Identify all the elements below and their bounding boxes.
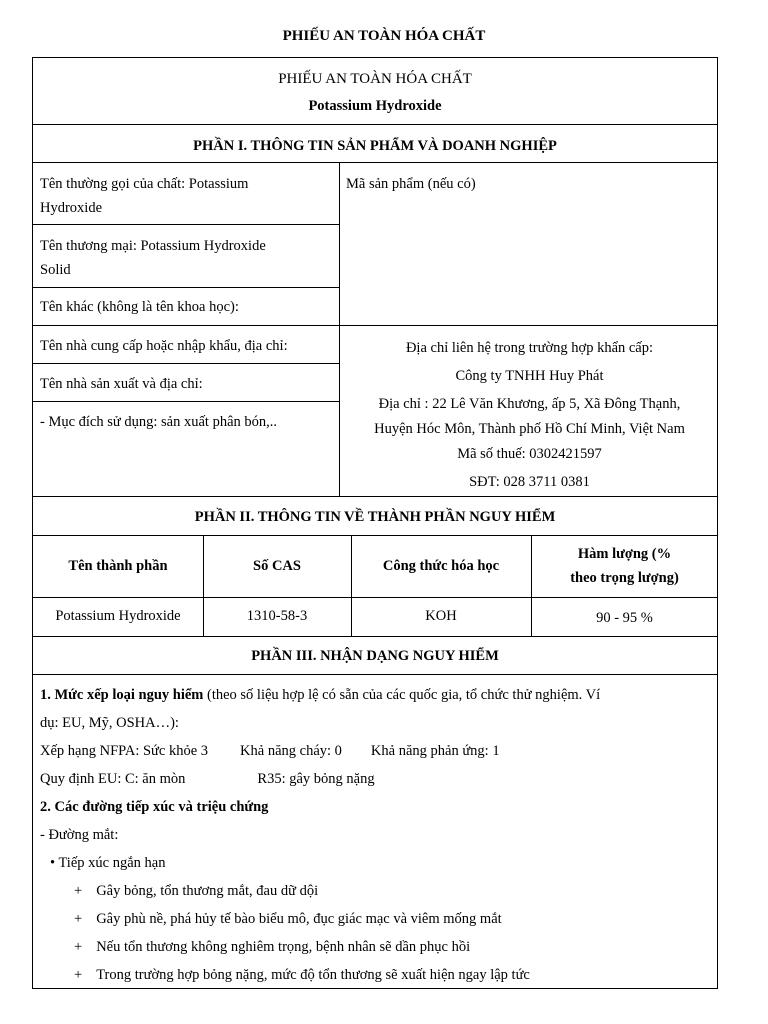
cell-formula: KOH (425, 608, 457, 624)
symptom-item: + Nếu tổn thương không nghiêm trọng, bệnh nhân sẽ dần phục hồi (74, 939, 471, 955)
divider (33, 597, 717, 598)
divider (33, 674, 717, 675)
nfpa-rating: Xếp hạng NFPA: Sức khỏe 3 Khả năng cháy: 0 Khả năng phản ứng: 1 (40, 743, 500, 759)
emergency-contact (340, 334, 719, 496)
header-cas: Số CAS (253, 558, 301, 574)
divider (33, 325, 717, 326)
section1-title: PHẦN I. THÔNG TIN SẢN PHẨM VÀ DOANH NGHIỆP (193, 138, 557, 154)
emergency-label: Địa chỉ liên hệ trong trường hợp khẩn cấp: (405, 340, 654, 356)
plus-icon: + (74, 967, 83, 983)
divider (33, 363, 339, 364)
cell-component-name: Potassium Hydroxide (55, 608, 181, 624)
product-name: Potassium Hydroxide (308, 98, 442, 114)
plus-icon: + (74, 911, 83, 927)
document-title: PHIẾU AN TOÀN HÓA CHẤT (282, 28, 486, 44)
supplier-label: Tên nhà cung cấp hoặc nhập khẩu, địa chỉ: (40, 338, 288, 354)
header-content: Hàm lượng (% theo trọng lượng) (570, 546, 679, 586)
exposure-heading: 2. Các đường tiếp xúc và triệu chứng (40, 799, 269, 815)
hazard-intro: (theo số liệu hợp lệ có sẵn của các quốc gia, tổ chức thử nghiệm. Ví (203, 687, 601, 703)
eu-regulation: Quy định EU: C: ăn mòn R35: gây bỏng nặng (40, 771, 375, 787)
header-formula: Công thức hóa học (382, 558, 500, 574)
cell-cas: 1310-58-3 (246, 608, 308, 624)
hazard-heading: 1. Mức xếp loại nguy hiểm (40, 687, 204, 703)
common-name-label: Tên thường gọi của chất: Potassium Hydroxide (40, 176, 249, 216)
msds-sheet (32, 57, 718, 989)
purpose-label: - Mục đích sử dụng: sản xuất phân bón,.. (40, 414, 278, 430)
plus-icon: + (74, 939, 83, 955)
symptom-item: + Gây bỏng, tổn thương mắt, đau dữ dội (74, 883, 319, 899)
symptom-item: + Trong trường hợp bỏng nặng, mức độ tổn thương sẽ xuất hiện ngay lập tức (74, 967, 530, 983)
divider (33, 535, 717, 536)
tax-code: Mã số thuế: 0302421597 (457, 446, 602, 462)
cell-content: 90 - 95 % (596, 610, 653, 626)
company-name: Công ty TNHH Huy Phát (455, 368, 604, 384)
short-term-exposure: • Tiếp xúc ngắn hạn (50, 855, 166, 871)
manufacturer-label: Tên nhà sản xuất và địa chỉ: (40, 376, 203, 392)
section3-title: PHẦN III. NHẬN DẠNG NGUY HIỂM (251, 648, 499, 664)
symptom-item: + Gây phù nề, phá hủy tế bào biểu mô, đục giác mạc và viêm mống mắt (74, 911, 502, 927)
divider (33, 636, 717, 637)
address-line-2: Huyện Hóc Môn, Thành phố Hồ Chí Minh, Việt Nam (374, 421, 685, 437)
plus-icon: + (74, 883, 83, 899)
header-title: PHIẾU AN TOÀN HÓA CHẤT (278, 71, 472, 87)
divider (33, 124, 717, 125)
hazard-classification (40, 681, 710, 989)
eye-route: - Đường mắt: (40, 827, 119, 843)
header-component-name: Tên thành phần (68, 558, 168, 574)
section2-title: PHẦN II. THÔNG TIN VỀ THÀNH PHẦN NGUY HIỂM (194, 509, 556, 525)
phone-number: SĐT: 028 3711 0381 (469, 474, 590, 490)
trade-name-label: Tên thương mại: Potassium Hydroxide Solid (40, 238, 266, 278)
divider (33, 401, 339, 402)
divider (33, 224, 339, 225)
divider (33, 162, 717, 163)
bullet-icon: • (50, 855, 56, 871)
divider (33, 287, 339, 288)
product-code-label: Mã sản phẩm (nếu có) (346, 176, 476, 192)
other-name-label: Tên khác (không là tên khoa học): (40, 299, 239, 315)
address-line-1: Địa chỉ : 22 Lê Văn Khương, ấp 5, Xã Đông Thạnh, (378, 396, 681, 412)
hazard-intro-cont: dụ: EU, Mỹ, OSHA…): (40, 715, 179, 731)
divider (33, 496, 717, 497)
